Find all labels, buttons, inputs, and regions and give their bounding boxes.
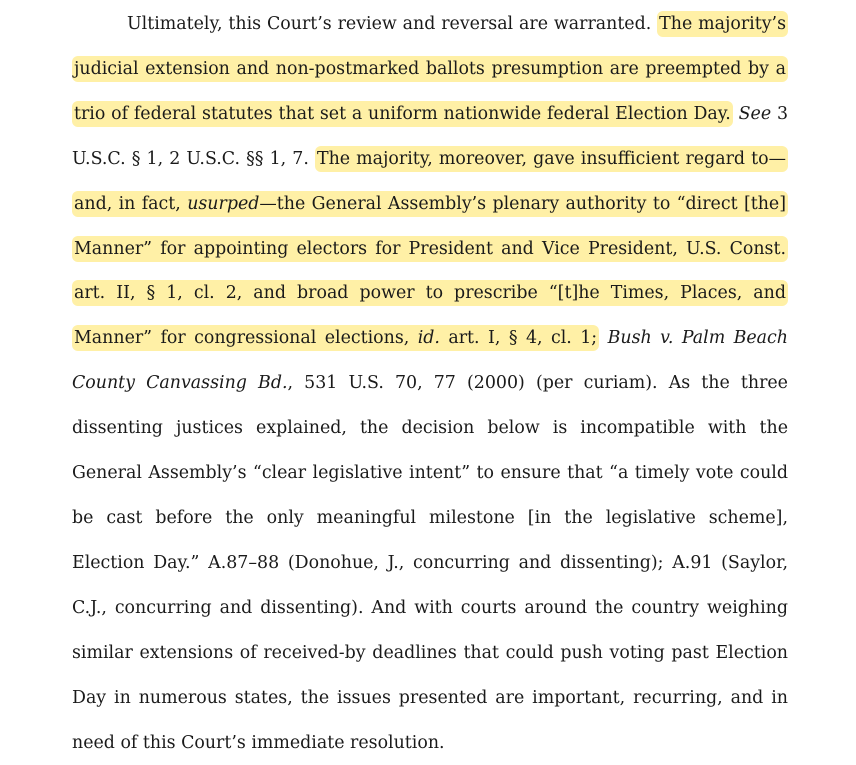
text-segment xyxy=(599,328,607,348)
highlight xyxy=(72,146,788,352)
italic-text: id. xyxy=(417,328,440,349)
highlight: The majority’s judicial extension and non-postmarked ballots presumption are preempted by a trio of federal statutes that set a uniform nationwide federal Election Day. xyxy=(72,11,788,127)
text-segment: The majority, moreover, gave insufficient regard to—and, in fact, xyxy=(74,148,786,214)
text-segment: 3 U.S.C. § 1, 2 U.S.C. §§ 1, 7. xyxy=(72,103,789,169)
document-page xyxy=(72,0,788,765)
text-segment: art. I, § 4, cl. 1; xyxy=(439,328,598,349)
body-paragraph xyxy=(72,0,788,765)
italic-text: usurped xyxy=(187,193,260,214)
case-name: Bush v. Palm Beach County Canvassing Bd. xyxy=(72,328,788,394)
citation-signal: See xyxy=(738,103,772,124)
text-segment: —the General Assembly’s plenary authority to “direct [the] Manner” for appointing electors for President and Vice President, U.S. Const. art. II, § 1, cl. 2, and broad power to prescribe “[t]he Times, Places, and Manner” for congressional elections, xyxy=(74,193,787,349)
text-segment: Ultimately, this Court’s review and reversal are warranted. xyxy=(127,14,658,34)
text-segment: , 531 U.S. 70, 77 (2000) (per curiam). As the three dissenting justices explained, the decision below is incompatible with the General Assembly’s “clear legislative intent” to ensure that “a timely vote could be cast before the only meaningful milestone [in the legislative scheme], Election Day.” A.87–88 (Donohue, J., concurring and dissenting); A.91 (Saylor, C.J., concurring and dissenting). And with courts around the country weighing similar extensions of received-by deadlines that could push voting past Election Day in numerous states, the issues presented are important, recurring, and in need of this Court’s immediate resolution. xyxy=(72,373,788,753)
